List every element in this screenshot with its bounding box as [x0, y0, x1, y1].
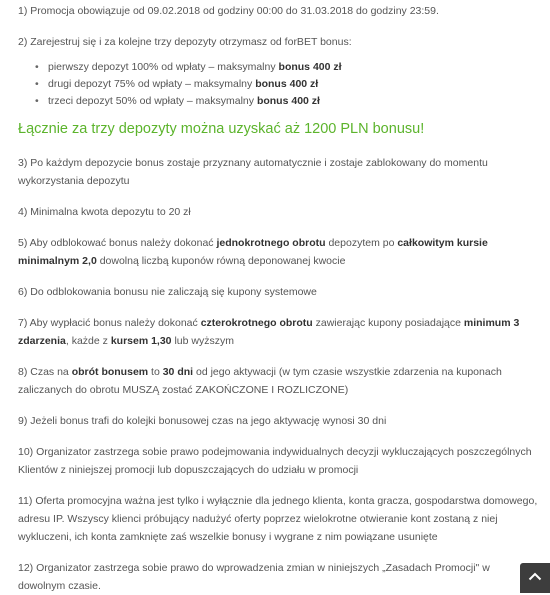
deposit-list	[18, 59, 538, 110]
rule-3: 3) Po każdym depozycie bonus zostaje przyznany automatycznie i zostaje zablokowany do momentu wykorzystania depozytu	[18, 157, 488, 187]
rule-4: 4) Minimalna kwota depozytu to 20 zł	[18, 206, 191, 218]
chevron-up-icon	[528, 572, 542, 581]
rule-6: 6) Do odblokowania bonusu nie zaliczają się kupony systemowe	[18, 286, 317, 298]
rule-11: 11) Oferta promocyjna ważna jest tylko i wyłącznie dla jednego klienta, konta gracza, gospodarstwa domowego, adresu IP. Wszyscy klienci próbujący nadużyć oferty poprzez wielokrotne otwieranie kont zostaną z niej wykluczeni, ich konta zamknięte zaś wszelkie bonusy i wygrane z nim powiązane usunięte	[18, 495, 538, 543]
scroll-to-top-button[interactable]	[520, 563, 550, 593]
rule-2-intro: 2) Zarejestruj się i za kolejne trzy depozyty otrzymasz od forBET bonus:	[18, 36, 352, 48]
rule-9: 9) Jeżeli bonus trafi do kolejki bonusowej czas na jego aktywację wynosi 30 dni	[18, 415, 387, 427]
bonus-headline: Łącznie za trzy depozyty można uzyskać aż 1200 PLN bonusu!	[18, 121, 425, 137]
rule-12: 12) Organizator zastrzega sobie prawo do wprowadzenia zmian w niniejszych „Zasadach Promocji" w dowolnym czasie.	[18, 562, 490, 592]
promotion-rules	[18, 0, 538, 595]
list-item: • pierwszy depozyt 100% od wpłaty – maksymalny bonus 400 zł	[48, 59, 538, 76]
rule-1: 1) Promocja obowiązuje od 09.02.2018 od godziny 00:00 do 31.03.2018 do godziny 23:59.	[18, 5, 439, 17]
list-item: • drugi depozyt 75% od wpłaty – maksymalny bonus 400 zł	[48, 76, 538, 93]
rule-5: 5) Aby odblokować bonus należy dokonać jednokrotnego obrotu depozytem po całkowitym kursie minimalnym 2,0 dowolną liczbą kuponów równą deponowanej kwocie	[18, 237, 488, 267]
rule-7: 7) Aby wypłacić bonus należy dokonać czterokrotnego obrotu zawierając kupony posiadające minimum 3 zdarzenia, każde z kursem 1,30 lub wyższym	[18, 317, 520, 347]
rule-8: 8) Czas na obrót bonusem to 30 dni od jego aktywacji (w tym czasie wszystkie zdarzenia na kuponach zaliczanych do obrotu MUSZĄ zostać ZAKOŃCZONE I ROZLICZONE)	[18, 366, 502, 396]
list-item: • trzeci depozyt 50% od wpłaty – maksymalny bonus 400 zł	[48, 93, 538, 110]
rule-10: 10) Organizator zastrzega sobie prawo podejmowania indywidualnych decyzji wykluczających poszczególnych Klientów z niniejszej promocji lub dopuszczających do udziału w promocji	[18, 446, 532, 476]
